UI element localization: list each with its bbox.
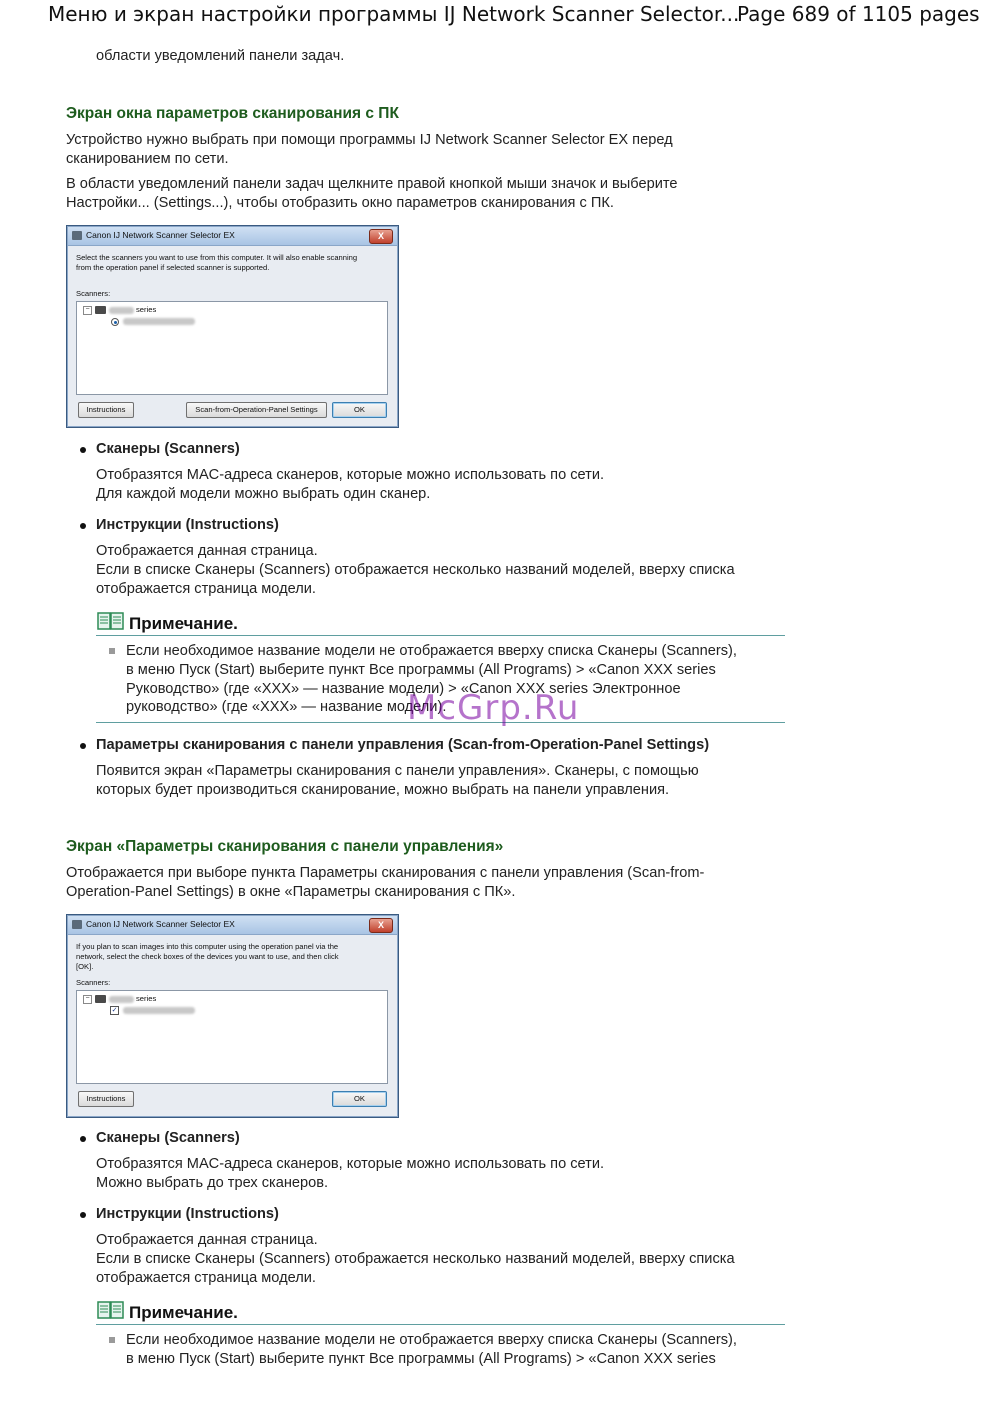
app-icon	[72, 920, 82, 929]
scan-from-panel-window	[66, 914, 399, 1118]
note-top-rule	[96, 1324, 785, 1325]
item-scan-panel-l1: Появится экран «Параметры сканирования с панели управления». Сканеры, с помощью	[96, 763, 699, 779]
note-l1: Если необходимое название модели не отображается вверху списка Сканеры (Scanners),	[126, 1332, 737, 1348]
scanner-icon	[95, 995, 106, 1003]
close-icon[interactable]: X	[369, 229, 393, 244]
tree-collapse-icon[interactable]: −	[83, 306, 92, 315]
scanner-selector-window	[66, 225, 399, 428]
instructions-button[interactable]: Instructions	[78, 402, 134, 418]
note-title: Примечание.	[129, 1303, 238, 1322]
bullet	[80, 743, 86, 749]
intro-tail: области уведомлений панели задач.	[96, 48, 345, 64]
section1-heading: Экран окна параметров сканирования с ПК	[66, 105, 399, 122]
item-instructions-head: Инструкции (Instructions)	[96, 1206, 279, 1222]
item-scanners-l2: Можно выбрать до трех сканеров.	[96, 1175, 329, 1191]
scanner-series-label: series	[136, 305, 157, 314]
note-title: Примечание.	[129, 614, 238, 633]
note-bullet	[109, 1337, 115, 1343]
scanners-label: Scanners:	[76, 289, 111, 298]
item-instructions-head: Инструкции (Instructions)	[96, 517, 279, 533]
window-titlebar	[68, 916, 397, 935]
note-book-icon	[97, 1300, 125, 1320]
item-instructions-l2: Если в списке Сканеры (Scanners) отображается несколько названий моделей, вверху списка	[96, 1251, 735, 1267]
scanner-radio[interactable]	[111, 318, 119, 326]
ok-button[interactable]: OK	[332, 402, 387, 418]
section1-p1-line2: сканированием по сети.	[66, 151, 229, 167]
note-l4: руководство» (где «XXX» — название модели).	[126, 699, 447, 715]
item-scanners-l2: Для каждой модели можно выбрать один сканер.	[96, 486, 431, 502]
scanners-list[interactable]	[76, 990, 388, 1084]
item-instructions-l1: Отображается данная страница.	[96, 1232, 318, 1248]
item-instructions-l3: отображается страница модели.	[96, 1270, 316, 1286]
bullet	[80, 1212, 86, 1218]
model-name-blurred	[109, 307, 134, 314]
window-desc-line1: Select the scanners you want to use from this computer. It will also enable scanning	[76, 253, 358, 262]
item-scan-panel-head: Параметры сканирования с панели управления (Scan-from-Operation-Panel Settings)	[96, 737, 710, 753]
instructions-button[interactable]: Instructions	[78, 1091, 134, 1107]
item-instructions-l3: отображается страница модели.	[96, 581, 316, 597]
scanner-icon	[95, 306, 106, 314]
close-icon[interactable]: X	[369, 918, 393, 933]
scan-from-panel-settings-button[interactable]: Scan-from-Operation-Panel Settings	[186, 402, 327, 418]
section2-p1-line1: Отображается при выборе пункта Параметры сканирования с панели управления (Scan-from-	[66, 865, 705, 881]
mac-address-blurred	[123, 1007, 195, 1014]
scanners-list[interactable]	[76, 301, 388, 395]
model-name-blurred	[109, 996, 134, 1003]
note-l3: Руководство» (где «XXX» — название модели) > «Canon XXX series Электронное	[126, 681, 681, 697]
note-l2: в меню Пуск (Start) выберите пункт Все программы (All Programs) > «Canon XXX series	[126, 1351, 716, 1367]
note-bullet	[109, 648, 115, 654]
item-scanners-l1: Отобразятся MAC-адреса сканеров, которые можно использовать по сети.	[96, 467, 605, 483]
window-desc-line2: from the operation panel if selected scanner is supported.	[76, 263, 270, 272]
window-desc-line3: [OK].	[76, 962, 94, 971]
mac-address-blurred	[123, 318, 195, 325]
section2-p1-line2: Operation-Panel Settings) в окне «Параметры сканирования с ПК».	[66, 884, 516, 900]
window-desc-line1: If you plan to scan images into this computer using the operation panel via the	[76, 942, 339, 951]
scanner-checkbox[interactable]: ✓	[111, 1007, 118, 1014]
item-scan-panel-l2: которых будет производиться сканирование, можно выбрать на панели управления.	[96, 782, 670, 798]
scanners-label: Scanners:	[76, 978, 111, 987]
item-scanners-head: Сканеры (Scanners)	[96, 1130, 240, 1146]
window-title: Canon IJ Network Scanner Selector EX	[86, 230, 235, 240]
page-number: Page 689 of 1105 pages	[737, 2, 980, 26]
item-instructions-l1: Отображается данная страница.	[96, 543, 318, 559]
note-l1: Если необходимое название модели не отображается вверху списка Сканеры (Scanners),	[126, 643, 737, 659]
bullet	[80, 523, 86, 529]
document-title: Меню и экран настройки программы IJ Network Scanner Selector...	[48, 2, 740, 26]
item-scanners-head: Сканеры (Scanners)	[96, 441, 240, 457]
item-instructions-l2: Если в списке Сканеры (Scanners) отображается несколько названий моделей, вверху списка	[96, 562, 735, 578]
ok-button[interactable]: OK	[332, 1091, 387, 1107]
section2-heading: Экран «Параметры сканирования с панели управления»	[66, 838, 504, 855]
tree-collapse-icon[interactable]: −	[83, 995, 92, 1004]
bullet	[80, 1136, 86, 1142]
window-desc-line2: network, select the check boxes of the devices you want to use, and then click	[76, 952, 339, 961]
scanner-series-label: series	[136, 994, 157, 1003]
bullet	[80, 447, 86, 453]
note-book-icon	[97, 611, 125, 631]
section1-p2-line2: Настройки... (Settings...), чтобы отобразить окно параметров сканирования с ПК.	[66, 195, 614, 211]
note-l2: в меню Пуск (Start) выберите пункт Все программы (All Programs) > «Canon XXX series	[126, 662, 716, 678]
section1-p1-line1: Устройство нужно выбрать при помощи программы IJ Network Scanner Selector EX перед	[66, 132, 673, 148]
window-titlebar	[68, 227, 397, 246]
app-icon	[72, 231, 82, 240]
section1-p2-line1: В области уведомлений панели задач щелкните правой кнопкой мыши значок и выберите	[66, 176, 678, 192]
watermark: McGrp.Ru	[407, 688, 580, 728]
note-top-rule	[96, 635, 785, 636]
item-scanners-l1: Отобразятся MAC-адреса сканеров, которые можно использовать по сети.	[96, 1156, 605, 1172]
window-title: Canon IJ Network Scanner Selector EX	[86, 919, 235, 929]
